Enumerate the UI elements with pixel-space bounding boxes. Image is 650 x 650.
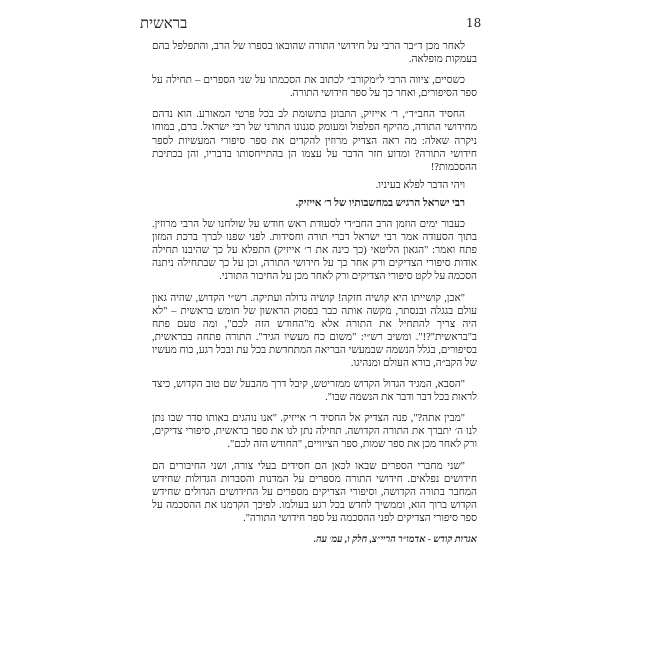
paragraph: "מבין אתה?", פנה הצדיק אל החסיד ר׳ אייזיק. "אנו נוהגים באותו סדר שבו נתן לנו ה׳ יתברך את התורה הקדושה. תחילה נתן לנו את ספר בראשית, סיפורי צדיקים, ורק לאחר מכן את ספר שמות, ספר הציוויים, "החודש הזה לכם". [152,413,477,451]
paragraph: "הסבא, המגיד הגדול הקדוש ממזריטש, קיבל דרך מהבעל שם טוב הקדוש, כיצד לראות בכל דבר ודבר את הנשמה שבו". [152,379,477,404]
page-header [0,14,650,34]
paragraph: ויהי הדבר לפלא בעיניו. [375,179,465,191]
paragraph: לאחר מכן ד״בר הרבי על חידושי התורה שהובאו בספרו של הרב, והתפלפל בהם בעמקות מופלאה. [152,41,477,66]
paragraph: כעבור ימים הוזמן הרב החב״די לסעודת ראש חודש על שולחנו של הרבי מרוזין. בתוך הסעודה אמר רבי ישראל דברי תורה וחסידות. לפני שפנו לברך ברכת המזון פתח ואמר: "הגאון הליטאי (כך כינה את ר׳ אייזיק) התפלא על כך שהיבנו תחילה אודות סיפורי הצדיקים ורק אחר כך על חידושי התורה, וכן על כך שבתחילה ניתנה הסכמה על לקט סיפורי הצדיקים ורק לאחר מכן על החיבור התורני. [152,219,477,283]
paragraph: כשסיים, ציווה הרבי ל״מקורב״ לכתוב את הסכמתו על שני הספרים – תחילה על ספר הסיפורים, ואחר כך על ספר חידושי התורה. [152,75,477,100]
page-body [152,40,477,612]
paragraph: "שני מחברי הספרים שבאו לכאן הם חסידים בעלי צורה, ושני החיבורים הם חידושים נפלאים. חידושי התורה מספרים על המדנות והסברות הגדולות שחידש המחבר בתורה הקדושה, וסיפורי הצדיקים מספרים על החידושים הגדולים שחידש הקדוש ברוך הוא, וממשיך לחדש בכל רגע בעולמו. לפיכך הקדמנו את ההסכמה על ספר סיפורי הצדיקים לפני ההסכמה על ספר חידושי התורה". [152,460,477,524]
source-footnote: אגרות קודש - אדמו״ר הריי״צ, חלק ו, עמ׳ עה. [313,535,477,545]
running-title: בראשית [140,14,188,32]
paragraph: "אכן, קושייתו היא קושיה חזקה! קושיה גדולה ועתיקה. רש״י הקדוש, שהיה גאון עולם בגגלה ובנסתר, מקשה אותה כבר בפסוק הראשון של חומש בראשית – "לא היה צריך להתחיל את התורה אלא מ"החודש הזה לכם", ומה טעם פתח ב"בראשית"?!". ומשיב רש״י: "משום כח מעשיו הגיד". התורה פתחה בבראשית, בסיפורים, בגלל הנשמה שבמעשי הבריאה המתחדשת בכל עת ובכל רגע, כוח מעשיו של הקב״ה, בורא העולם ומנהיגו. [152,292,477,369]
page-number: 18 [466,16,482,30]
paragraph: החסיד החב״ד״, ר׳ אייזיק, התבונן בתשומת לב בכל פרטי המאורע. הוא נדהם מחידושי התורה, מהיקף הפלפול ומעומק סגנונו התורני של רבי ישראל. ברם, במוחו ניקרה שאלה: מה ראה הצדיק מרוזין להקדים את ספר סיפורי המעשיות לספר חידושי התורה? ומדוע חזר הדבר על עצמו הן בהתייחסותו בדבריו, והן בכתיבת ההסכמות?! [152,109,477,173]
paragraph: רבי ישראל הרגיש במחשבותיו של ר׳ אייזיק. [295,197,465,209]
